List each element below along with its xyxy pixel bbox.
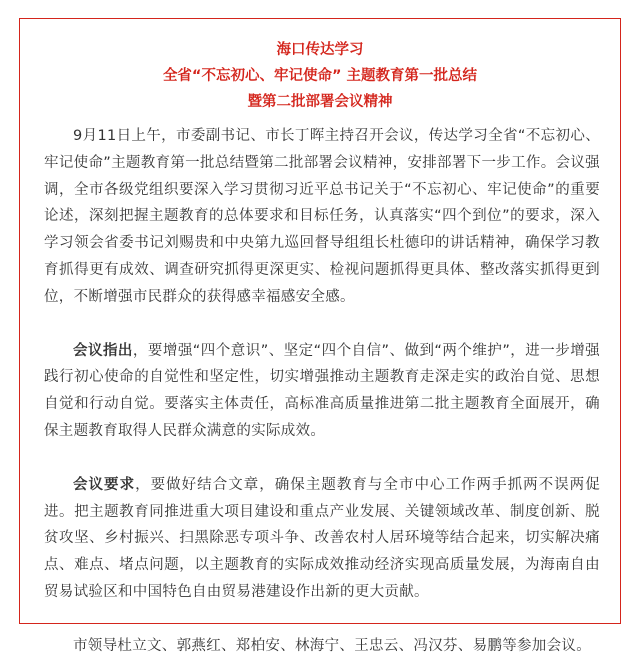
paragraph-1-text: 9月11日上午，市委副书记、市长丁晖主持召开会议，传达学习全省“不忘初心、牢记使命”主题教育第一批总结暨第二批部署会议精神，安排部署下一步工作。会议强调，全市各级党组织要深入学习贯彻习近平总书记关于“不忘初心、牢记使命”的重要论述，深刻把握主题教育的总体要求和目标任务，认真落实“四个到位”的要求，深入学习领会省委书记刘赐贵和中央第九巡回督导组组长杜德印的讲话精神，确保学习教育抓得更有成效、调查研究抓得更深更实、检视问题抓得更具体、整改落实抓得更到位，不断增强市民群众的获得感幸福感安全感。 (44, 128, 600, 305)
paragraph-2 (44, 338, 600, 445)
title-line-1: 海口传达学习 (276, 42, 364, 58)
paragraph-4 (44, 633, 600, 660)
title-line-2: 全省“不忘初心、牢记使命” 主题教育第一批总结 (162, 68, 478, 84)
paragraph-2-lead: 会议指出 (73, 342, 133, 359)
paragraph-3-lead: 会议要求 (73, 476, 136, 493)
paragraph-3 (44, 472, 600, 606)
paragraph-4-text: 市领导杜立文、郭燕红、郑柏安、林海宁、王忠云、冯汉芬、易鹏等参加会议。 (73, 637, 591, 654)
paragraph-1 (44, 123, 600, 311)
paragraph-2-text: ，要增强“四个意识”、坚定“四个自信”、做到“两个维护”，进一步增强践行初心使命的自觉性和坚定性，切实增强推动主题教育走深走实的政治自觉、思想自觉和行动自觉。要落实主体责任，高标准高质量推进第二批主题教育全面展开，确保主题教育取得人民群众满意的实际成效。 (44, 342, 600, 439)
article-title (20, 37, 620, 115)
article-body (44, 123, 600, 660)
title-line-3: 暨第二批部署会议精神 (247, 94, 393, 110)
paragraph-3-text: ，要做好结合文章，确保主题教育与全市中心工作两手抓两不误两促进。把主题教育同推进重大项目建设和重点产业发展、关键领域改革、制度创新、脱贫攻坚、乡村振兴、扫黑除恶专项斗争、改善农村人居环境等结合起来，切实解决痛点、难点、堵点问题，以主题教育的实际成效推动经济实现高质量发展，为海南自由贸易试验区和中国特色自由贸易港建设作出新的更大贡献。 (44, 476, 601, 600)
